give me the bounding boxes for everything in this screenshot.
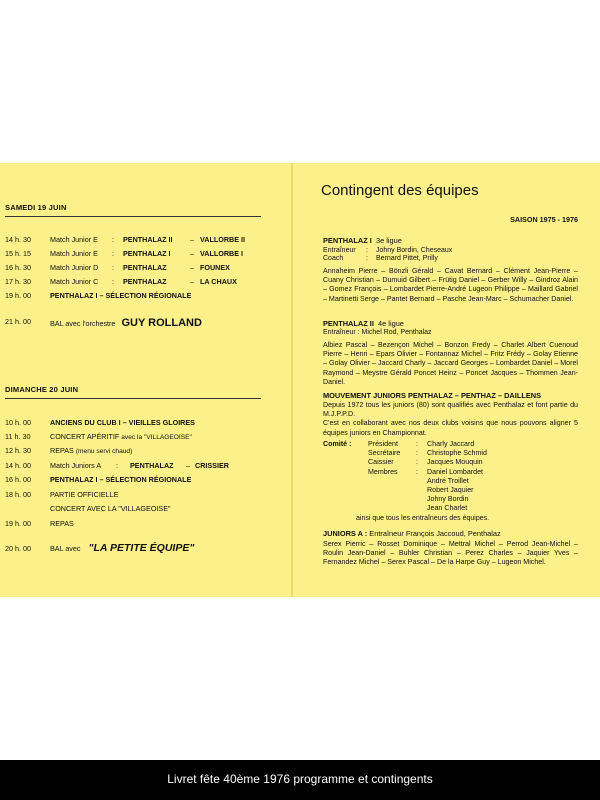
juniors-text: Depuis 1972 tous les juniors (80) sont qualifiés avec Penthalaz et font partie du M.J.P.P.D. C'est en collaborant avec nos deux clubs voisins que nous pouvons aligner 5 équipes juniors en Championnat. [323,401,578,437]
band-name: GUY ROLLAND [121,317,202,329]
season-label: SAISON 1975 - 1976 [510,215,578,224]
team-players: Serex Pierric – Rosset Dominique – Mettral Michel – Perrod Jean-Michel – Roulin Jean-Daniel – Buhler Christian – Perez Charles – Jaquier Yves – Fernandez Michel – Serex Pascal – De la Harpe Guy – Lugeon Michel. [323,540,578,567]
team-heading: PENTHALAZ I 3e ligue [323,236,402,245]
saturday-heading: SAMEDI 19 JUIN [5,203,67,212]
saturday-rule [5,216,261,217]
schedule-row: 17 h. 30 Match Junior C : PENTHALAZ – LA CHAUX [5,277,237,286]
right-page-contingent: Contingent des équipes SAISON 1975 - 1976 PENTHALAZ I 3e ligue Entraîneur : Johny Bordin, Cheseaux Coach : Bernard Pittet, Prilly Annaheim Pierre – Bönzli Gérald – Cavat Bernard – Clément Jean-Pierre – Cuany Christian – Dumuid Gilbert – Frütig Daniel – Gerber Willy – Gindroz Alain – Gomez François – Lombardet Pierre-André Lugeon Philippe – Maillard Gabriel – Martinetti Serge – Pantet Bernard – Pasche Jean-Marc – Schumacher Daniel. PENTHALAZ II 4e ligue Entraîneur : Michel Rod, Penthalaz Albiez Pascal – Bezençon Michel – Bonzon Fredy – Charlet Albert Cuenoud Pierre – Henri – Epars Olivier – Fontannaz Michel – Fritz Frédy – Golay Etienne – Golay Olivier – Jaccard Charly – Jaccard Georges – Lombardet Daniel – Morel Raymond – Meystre Gérald Poncet Heinz – Poncet Jacques – Thommen Jean-Daniel. MOUVEMENT JUNIORS PENTHALAZ – PENTHAZ – DAILLENS Depuis 1972 tous les juniors (80) sont qualifiés avec Penthalaz et font partie du M.J.P.P.D. C'est en collaborant avec nos deux clubs voisins que nous pouvons aligner 5 équipes juniors en Championnat. Comité : Président : Charly Jaccard Secrétaire : Christophe Schmid Caissier : Jacques Mouquin Membres : Daniel Lombardet André Troillet Robert Jaquier Johny Bordin Jean Charlet ainsi que tous les entraîneurs des équipes. JUNIORS A : Entraîneur François Jaccoud, Penthalaz Serex Pierric – Rosset Dominique – Mettral Michel – Perrod Jean-Michel – Roulin Jean-Daniel – Buhler Christian – Perez Charles – Jaquier Yves – Fernandez Michel – Serex Pascal – De la Harpe Guy – Lugeon Michel. [321,182,578,567]
team-players: Albiez Pascal – Bezençon Michel – Bonzon Fredy – Charlet Albert Cuenoud Pierre – Henri – Epars Olivier – Fontannaz Michel – Fritz Frédy – Golay Etienne – Golay Olivier – Jaccard Charly – Jaccard Georges – Lombardet Daniel – Morel Raymond – Meystre Gérald Poncet Heinz – Poncet Jacques – Thommen Jean-Daniel. [323,341,578,386]
schedule-row-selection: 19 h. 00 PENTHALAZ I – SÉLECTION RÉGIONALE [5,291,192,300]
schedule-row: 18 h. 00 PARTIE OFFICIELLE [5,490,119,499]
sunday-heading: DIMANCHE 20 JUIN [5,385,79,394]
caption-bar [0,760,600,800]
coach-line: Entraîneur : Michel Rod, Penthalaz [323,329,432,336]
coach-label: Entraîneur [323,247,356,254]
schedule-row: 16 h. 30 Match Junior D : PENTHALAZ – FOUNEX [5,263,230,272]
team-heading: PENTHALAZ II 4e ligue [323,319,404,328]
committee-closing: ainsi que tous les entraîneurs des équipes. [356,515,490,522]
sunday-rule [5,398,261,399]
schedule-row: 14 h. 00 Match Juniors A : PENTHALAZ – CRISSIER [5,461,229,470]
team-players: Annaheim Pierre – Bönzli Gérald – Cavat Bernard – Clément Jean-Pierre – Cuany Christian – Dumuid Gilbert – Frütig Daniel – Gerber Willy – Gindroz Alain – Gomez François – Lombardet Pierre-André Lugeon Philippe – Maillard Gabriel – Martinetti Serge – Pantet Bernard – Pasche Jean-Marc – Schumacher Daniel. [323,267,578,303]
team-heading: JUNIORS A : Entraîneur François Jaccoud, Penthalaz [323,529,501,538]
page-title: Contingent des équipes [321,182,479,199]
schedule-row-bal: 20 h. 00 BAL avec "LA PETITE ÉQUIPE" [5,542,195,554]
schedule-row: 16 h. 00 PENTHALAZ I – SÉLECTION RÉGIONALE [5,475,192,484]
coach-name: Johny Bordin, Cheseaux [376,247,453,254]
juniors-heading: MOUVEMENT JUNIORS PENTHALAZ – PENTHAZ – DAILLENS [323,391,542,400]
schedule-row: 12 h. 30 REPAS (menu servi chaud) [5,446,133,455]
schedule-row: 14 h. 30 Match Junior E : PENTHALAZ II – VALLORBE II [5,235,245,244]
booklet-spread [0,163,600,597]
left-page-programme [0,163,291,597]
schedule-row-bal: 21 h. 00 BAL avec l'orchestre GUY ROLLAND [5,317,202,329]
image-caption: Livret fête 40ème 1976 programme et contingents [167,772,433,786]
schedule-row: 11 h. 30 CONCERT APÉRITIF avec la "VILLAGEOISE" [5,432,192,441]
coach-name: Bernard Pittet, Prilly [376,255,438,262]
schedule-row: 19 h. 00 REPAS [5,519,74,528]
schedule-row: CONCERT AVEC LA "VILLAGEOISE" [50,504,171,513]
coach-label: Coach [323,255,344,262]
schedule-row: 15 h. 15 Match Junior E : PENTHALAZ I – VALLORBE I [5,249,243,258]
band-name: "LA PETITE ÉQUIPE" [88,542,195,554]
schedule-row: 10 h. 00 ANCIENS DU CLUB I – VIEILLES GLOIRES [5,418,195,427]
